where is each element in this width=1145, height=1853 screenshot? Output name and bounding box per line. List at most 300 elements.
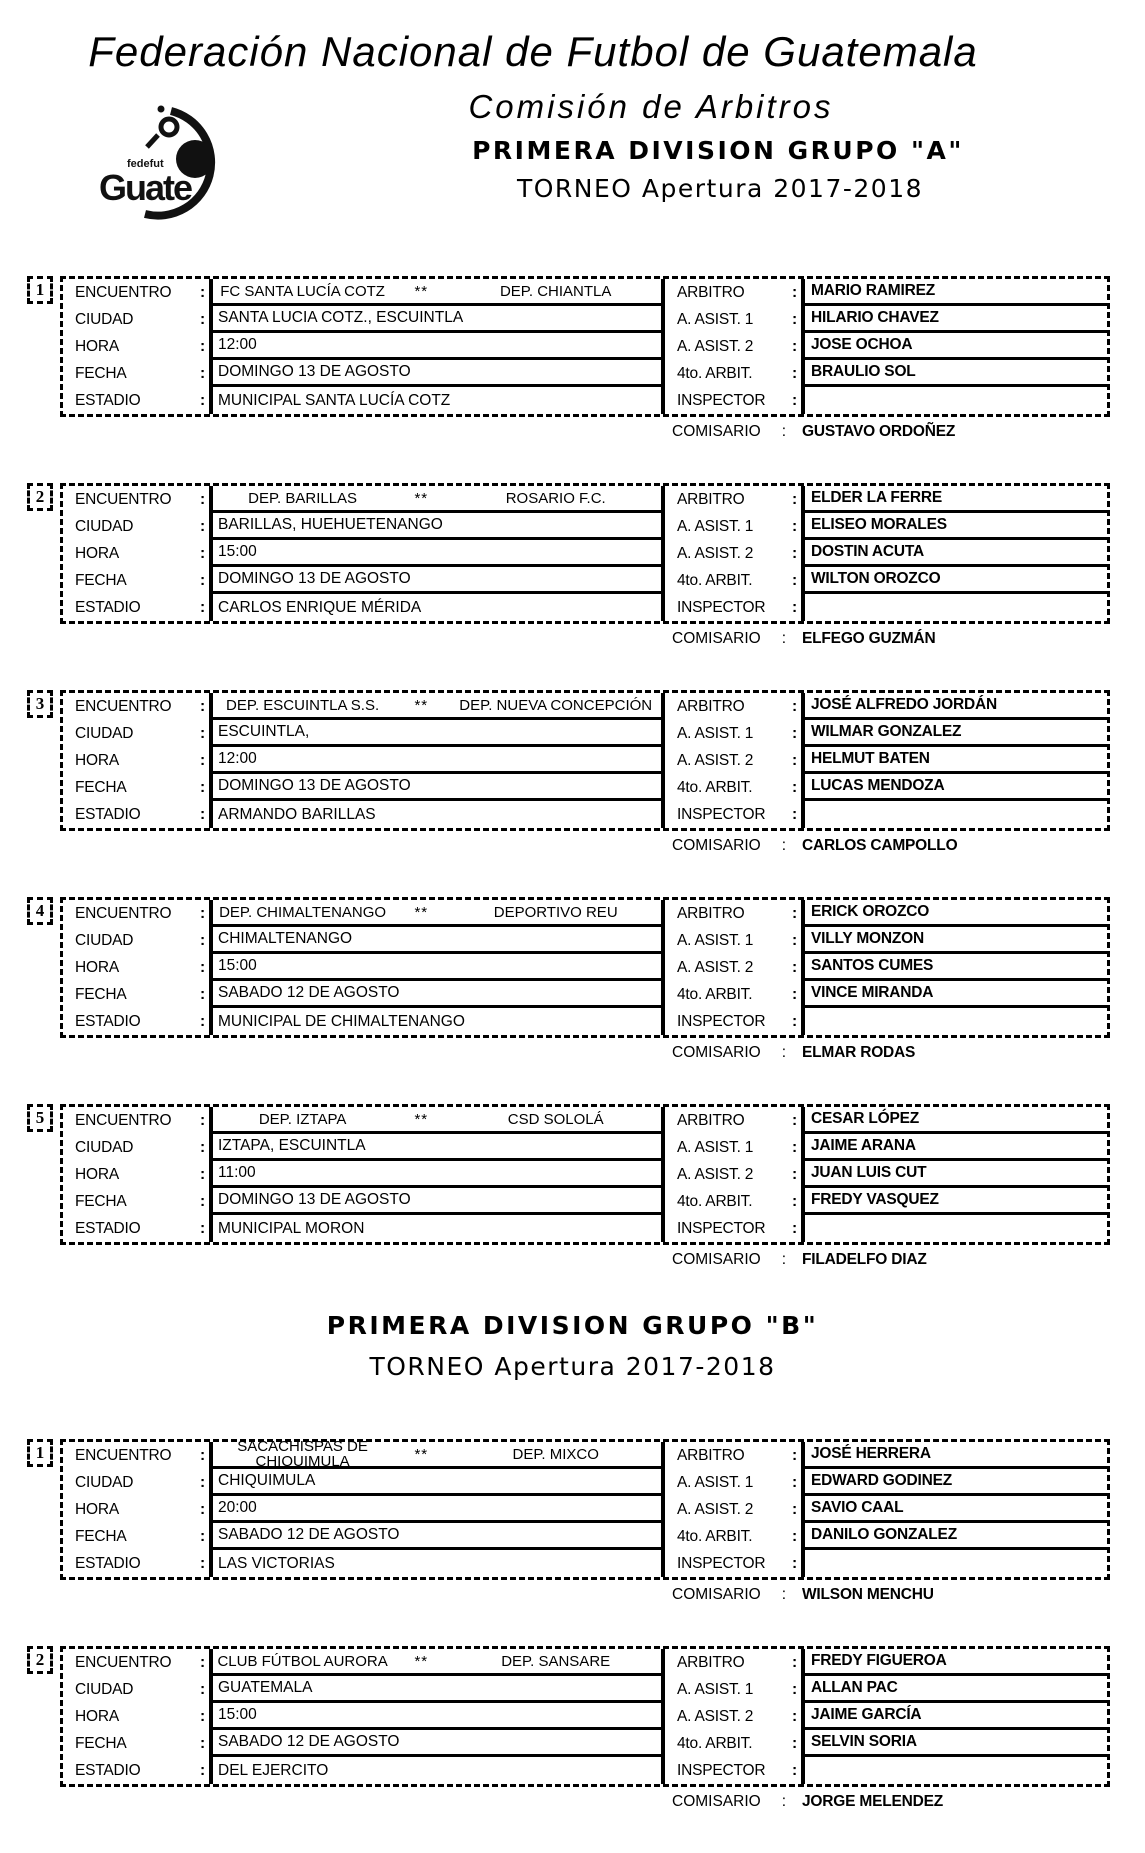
label-text: ENCUENTRO: [75, 1446, 172, 1464]
label-text: A. ASIST. 2: [677, 544, 754, 562]
label-text: COMISARIO: [672, 1586, 761, 1603]
match-grid: [60, 1646, 1110, 1787]
value-inspector: [801, 1757, 1107, 1784]
label-asistente-2: [665, 1703, 801, 1730]
label-text: 4to. ARBIT.: [677, 571, 753, 589]
value-cuarto-arbitro: WILTON OROZCO: [801, 567, 1107, 594]
label-fecha: [63, 774, 209, 801]
label-cuarto-arbitro: [665, 1523, 801, 1550]
label-hora: [63, 1496, 209, 1523]
label-comisario: [672, 1044, 790, 1062]
match-grid: [60, 1104, 1110, 1245]
away-team: DEP. NUEVA CONCEPCIÓN: [459, 696, 653, 714]
value-arbitro: JOSÉ ALFREDO JORDÁN: [801, 693, 1107, 720]
label-text: A. ASIST. 2: [677, 1165, 754, 1183]
label-text: ENCUENTRO: [75, 1111, 172, 1129]
label-text: 4to. ARBIT.: [677, 778, 753, 796]
value-comisario: ELFEGO GUZMÁN: [802, 630, 936, 647]
label-text: FECHA: [75, 1734, 127, 1752]
label-encuentro: [63, 279, 209, 306]
label-asistente-1: [665, 927, 801, 954]
federation-title: Federación Nacional de Futbol de Guatemala: [88, 28, 978, 75]
label-arbitro: [665, 693, 801, 720]
group-a-tournament-subheading: TORNEO Apertura 2017-2018: [516, 174, 924, 203]
label-inspector: [665, 387, 801, 414]
value-inspector: [801, 1215, 1107, 1242]
colon: :: [200, 364, 205, 382]
colon: :: [792, 1653, 797, 1671]
label-hora: [63, 954, 209, 981]
value-fecha: SABADO 12 DE AGOSTO: [209, 1523, 665, 1550]
value-comisario: FILADELFO DIAZ: [802, 1251, 927, 1268]
home-team: FC SANTA LUCÍA COTZ: [220, 282, 385, 300]
colon: :: [200, 1707, 205, 1725]
colon: :: [792, 697, 797, 715]
colon: :: [792, 1554, 797, 1572]
value-hora: 12:00: [209, 333, 665, 360]
label-estadio: [63, 1215, 209, 1242]
label-inspector: [665, 1215, 801, 1242]
colon: :: [792, 283, 797, 301]
label-text: HORA: [75, 1165, 119, 1183]
label-text: A. ASIST. 1: [677, 931, 754, 949]
label-text: CIUDAD: [75, 1680, 134, 1698]
colon: :: [200, 310, 205, 328]
label-encuentro: [63, 1442, 209, 1469]
label-asistente-1: [665, 1134, 801, 1161]
label-ciudad: [63, 1469, 209, 1496]
colon: :: [792, 1500, 797, 1518]
label-text: ARBITRO: [677, 904, 745, 922]
label-estadio: [63, 1550, 209, 1577]
colon: :: [792, 490, 797, 508]
label-text: ESTADIO: [75, 598, 141, 616]
label-inspector: [665, 1757, 801, 1784]
colon: :: [200, 517, 205, 535]
colon: :: [781, 1793, 786, 1810]
home-team: DEP. BARILLAS: [248, 489, 358, 507]
label-asistente-2: [665, 540, 801, 567]
label-text: A. ASIST. 2: [677, 337, 754, 355]
value-asistente-2: DOSTIN ACUTA: [801, 540, 1107, 567]
colon: :: [792, 1219, 797, 1237]
label-ciudad: [63, 306, 209, 333]
label-encuentro: [63, 1649, 209, 1676]
logo-brand-text: Guate: [99, 167, 192, 208]
label-text: 4to. ARBIT.: [677, 985, 753, 1003]
colon: :: [792, 1012, 797, 1030]
value-hora: 11:00: [209, 1161, 665, 1188]
label-fecha: [63, 1730, 209, 1757]
value-ciudad: GUATEMALA: [209, 1676, 665, 1703]
colon: :: [200, 1111, 205, 1129]
label-text: ESTADIO: [75, 1761, 141, 1779]
colon: :: [200, 1761, 205, 1779]
label-text: COMISARIO: [672, 837, 761, 854]
label-arbitro: [665, 900, 801, 927]
away-team: DEP. SANSARE: [501, 1652, 611, 1670]
label-asistente-1: [665, 513, 801, 540]
value-cuarto-arbitro: FREDY VASQUEZ: [801, 1188, 1107, 1215]
colon: :: [792, 364, 797, 382]
colon: :: [200, 1653, 205, 1671]
value-ciudad: BARILLAS, HUEHUETENANGO: [209, 513, 665, 540]
label-text: CIUDAD: [75, 724, 134, 742]
value-estadio: CARLOS ENRIQUE MÉRIDA: [209, 594, 665, 621]
label-arbitro: [665, 1107, 801, 1134]
label-text: A. ASIST. 1: [677, 724, 754, 742]
away-team: DEPORTIVO REU: [493, 903, 618, 921]
label-text: FECHA: [75, 1192, 127, 1210]
label-fecha: [63, 360, 209, 387]
comisario-row: [672, 1041, 1110, 1065]
colon: :: [781, 837, 786, 854]
value-fecha: SABADO 12 DE AGOSTO: [209, 1730, 665, 1757]
label-asistente-2: [665, 747, 801, 774]
colon: :: [200, 805, 205, 823]
colon: :: [781, 1044, 786, 1061]
value-hora: 20:00: [209, 1496, 665, 1523]
label-fecha: [63, 981, 209, 1008]
label-cuarto-arbitro: [665, 774, 801, 801]
value-inspector: [801, 1008, 1107, 1035]
value-fecha: DOMINGO 13 DE AGOSTO: [209, 774, 665, 801]
label-cuarto-arbitro: [665, 1188, 801, 1215]
label-arbitro: [665, 1442, 801, 1469]
label-encuentro: [63, 693, 209, 720]
match-grid: [60, 1439, 1110, 1580]
label-asistente-2: [665, 1496, 801, 1523]
label-text: FECHA: [75, 571, 127, 589]
label-text: CIUDAD: [75, 931, 134, 949]
label-text: 4to. ARBIT.: [677, 1527, 753, 1545]
away-team: CSD SOLOLÁ: [507, 1110, 604, 1128]
value-fecha: DOMINGO 13 DE AGOSTO: [209, 360, 665, 387]
label-text: COMISARIO: [672, 1793, 761, 1810]
label-fecha: [63, 567, 209, 594]
match-grid: [60, 483, 1110, 624]
colon: :: [200, 1527, 205, 1545]
label-text: ARBITRO: [677, 490, 745, 508]
value-encuentro: [209, 486, 665, 513]
colon: :: [200, 1500, 205, 1518]
comisario-row: [672, 420, 1110, 444]
label-fecha: [63, 1188, 209, 1215]
value-cuarto-arbitro: BRAULIO SOL: [801, 360, 1107, 387]
label-text: ARBITRO: [677, 283, 745, 301]
label-text: ESTADIO: [75, 1219, 141, 1237]
home-team: DEP. IZTAPA: [258, 1110, 347, 1128]
colon: :: [792, 751, 797, 769]
group-a-heading: PRIMERA DIVISION GRUPO "A": [472, 136, 964, 165]
label-text: CIUDAD: [75, 1473, 134, 1491]
label-comisario: [672, 1251, 790, 1269]
colon: :: [200, 490, 205, 508]
colon: :: [792, 1707, 797, 1725]
label-text: 4to. ARBIT.: [677, 1734, 753, 1752]
label-text: INSPECTOR: [677, 598, 766, 616]
label-encuentro: [63, 486, 209, 513]
value-encuentro: [209, 1649, 665, 1676]
head-icon: [161, 119, 177, 135]
label-hora: [63, 540, 209, 567]
value-encuentro: [209, 1438, 665, 1470]
label-text: CIUDAD: [75, 1138, 134, 1156]
colon: :: [200, 1473, 205, 1491]
match-block: [35, 1438, 1110, 1607]
label-text: CIUDAD: [75, 517, 134, 535]
label-text: HORA: [75, 337, 119, 355]
content: [0, 276, 1145, 1853]
logo-sub-text: fedefut: [127, 158, 164, 170]
vs-separator: **: [414, 1110, 429, 1128]
label-text: FECHA: [75, 778, 127, 796]
value-comisario: GUSTAVO ORDOÑEZ: [802, 423, 956, 440]
label-text: A. ASIST. 1: [677, 1138, 754, 1156]
dot-icon: [158, 106, 165, 113]
vs-separator: **: [414, 489, 429, 507]
label-arbitro: [665, 486, 801, 513]
label-asistente-2: [665, 954, 801, 981]
match-number: 4: [27, 897, 53, 925]
label-text: ESTADIO: [75, 1012, 141, 1030]
label-ciudad: [63, 1134, 209, 1161]
vs-separator: **: [414, 1652, 429, 1670]
colon: :: [200, 958, 205, 976]
colon: :: [792, 517, 797, 535]
colon: :: [792, 1680, 797, 1698]
value-ciudad: CHIMALTENANGO: [209, 927, 665, 954]
value-asistente-1: ELISEO MORALES: [801, 513, 1107, 540]
value-hora: 15:00: [209, 1703, 665, 1730]
colon: :: [792, 1165, 797, 1183]
home-team: CLUB FÚTBOL AURORA: [217, 1652, 388, 1670]
match-block: [35, 276, 1110, 444]
group-a-section: [0, 276, 1145, 1272]
colon: :: [200, 1680, 205, 1698]
label-text: COMISARIO: [672, 1044, 761, 1061]
colon: :: [200, 571, 205, 589]
label-asistente-1: [665, 306, 801, 333]
label-comisario: [672, 423, 790, 441]
colon: :: [792, 1473, 797, 1491]
label-asistente-1: [665, 1676, 801, 1703]
value-estadio: MUNICIPAL DE CHIMALTENANGO: [209, 1008, 665, 1035]
colon: :: [792, 904, 797, 922]
colon: :: [792, 598, 797, 616]
label-ciudad: [63, 513, 209, 540]
label-text: 4to. ARBIT.: [677, 1192, 753, 1210]
colon: :: [200, 598, 205, 616]
value-asistente-1: WILMAR GONZALEZ: [801, 720, 1107, 747]
label-text: INSPECTOR: [677, 1219, 766, 1237]
label-text: COMISARIO: [672, 1251, 761, 1268]
label-text: FECHA: [75, 985, 127, 1003]
value-cuarto-arbitro: VINCE MIRANDA: [801, 981, 1107, 1008]
label-text: A. ASIST. 2: [677, 958, 754, 976]
label-text: INSPECTOR: [677, 1554, 766, 1572]
colon: :: [200, 1192, 205, 1210]
value-estadio: DEL EJERCITO: [209, 1757, 665, 1784]
label-comisario: [672, 1793, 790, 1811]
value-asistente-1: HILARIO CHAVEZ: [801, 306, 1107, 333]
colon: :: [792, 985, 797, 1003]
colon: :: [200, 751, 205, 769]
value-inspector: [801, 1550, 1107, 1577]
commission-subtitle: Comisión de Arbitros: [468, 88, 834, 125]
group-b-matches: [0, 1439, 1145, 1814]
match-block: [35, 897, 1110, 1065]
value-asistente-1: JAIME ARANA: [801, 1134, 1107, 1161]
value-encuentro: [209, 279, 665, 306]
value-arbitro: ERICK OROZCO: [801, 900, 1107, 927]
group-b-tournament-subheading: TORNEO Apertura 2017-2018: [369, 1352, 776, 1381]
value-arbitro: FREDY FIGUEROA: [801, 1649, 1107, 1676]
value-asistente-2: JOSE OCHOA: [801, 333, 1107, 360]
colon: :: [200, 1219, 205, 1237]
value-inspector: [801, 594, 1107, 621]
label-arbitro: [665, 1649, 801, 1676]
label-hora: [63, 333, 209, 360]
colon: :: [792, 1192, 797, 1210]
value-estadio: ARMANDO BARILLAS: [209, 801, 665, 828]
colon: :: [200, 1165, 205, 1183]
label-text: CIUDAD: [75, 310, 134, 328]
label-text: ESTADIO: [75, 1554, 141, 1572]
label-text: COMISARIO: [672, 630, 761, 647]
value-arbitro: MARIO RAMIREZ: [801, 279, 1107, 306]
away-team: ROSARIO F.C.: [505, 489, 606, 507]
value-ciudad: IZTAPA, ESCUINTLA: [209, 1134, 665, 1161]
value-asistente-2: SAVIO CAAL: [801, 1496, 1107, 1523]
value-arbitro: CESAR LÓPEZ: [801, 1107, 1107, 1134]
label-inspector: [665, 801, 801, 828]
label-asistente-1: [665, 720, 801, 747]
group-b-heading: PRIMERA DIVISION GRUPO "B": [326, 1311, 819, 1340]
colon: :: [200, 1554, 205, 1572]
value-estadio: MUNICIPAL SANTA LUCÍA COTZ: [209, 387, 665, 414]
value-hora: 15:00: [209, 540, 665, 567]
comisario-row: [672, 1790, 1110, 1814]
label-asistente-2: [665, 1161, 801, 1188]
colon: :: [200, 1446, 205, 1464]
colon: :: [200, 1138, 205, 1156]
home-team: DEP. CHIMALTENANGO: [219, 903, 387, 921]
label-hora: [63, 1161, 209, 1188]
label-ciudad: [63, 720, 209, 747]
label-text: ARBITRO: [677, 697, 745, 715]
value-encuentro: [209, 900, 665, 927]
colon: :: [792, 1138, 797, 1156]
comisario-row: [672, 834, 1110, 858]
match-block: [35, 1646, 1110, 1814]
home-team: DEP. ESCUINTLA S.S.: [226, 696, 380, 714]
label-text: FECHA: [75, 1527, 127, 1545]
label-cuarto-arbitro: [665, 567, 801, 594]
match-block: [35, 1104, 1110, 1272]
colon: :: [781, 1586, 786, 1603]
colon: :: [200, 697, 205, 715]
colon: :: [792, 1111, 797, 1129]
value-ciudad: SANTA LUCIA COTZ., ESCUINTLA: [209, 306, 665, 333]
colon: :: [792, 958, 797, 976]
away-team: DEP. CHIANTLA: [499, 282, 612, 300]
colon: :: [200, 778, 205, 796]
value-encuentro: [209, 693, 665, 720]
group-a-matches: [0, 276, 1145, 1272]
value-arbitro: JOSÉ HERRERA: [801, 1442, 1107, 1469]
match-grid: [60, 690, 1110, 831]
label-encuentro: [63, 1107, 209, 1134]
label-text: ENCUENTRO: [75, 490, 172, 508]
label-text: A. ASIST. 1: [677, 1680, 754, 1698]
colon: :: [792, 544, 797, 562]
label-cuarto-arbitro: [665, 360, 801, 387]
vs-separator: **: [414, 282, 429, 300]
label-text: ARBITRO: [677, 1653, 745, 1671]
label-cuarto-arbitro: [665, 981, 801, 1008]
value-comisario: WILSON MENCHU: [802, 1586, 934, 1603]
label-comisario: [672, 837, 790, 855]
label-text: HORA: [75, 1500, 119, 1518]
value-comisario: CARLOS CAMPOLLO: [802, 837, 958, 854]
match-number: 1: [27, 1439, 53, 1467]
value-hora: 15:00: [209, 954, 665, 981]
label-inspector: [665, 594, 801, 621]
label-text: COMISARIO: [672, 423, 761, 440]
label-text: 4to. ARBIT.: [677, 364, 753, 382]
colon: :: [792, 1761, 797, 1779]
match-block: [35, 483, 1110, 651]
label-encuentro: [63, 900, 209, 927]
label-text: HORA: [75, 1707, 119, 1725]
label-text: ARBITRO: [677, 1446, 745, 1464]
colon: :: [792, 1446, 797, 1464]
label-text: HORA: [75, 958, 119, 976]
label-text: INSPECTOR: [677, 1012, 766, 1030]
colon: :: [792, 571, 797, 589]
label-text: ENCUENTRO: [75, 283, 172, 301]
match-block: [35, 690, 1110, 858]
colon: :: [200, 1012, 205, 1030]
label-estadio: [63, 387, 209, 414]
vs-separator: **: [414, 903, 429, 921]
label-cuarto-arbitro: [665, 1730, 801, 1757]
label-arbitro: [665, 279, 801, 306]
label-hora: [63, 747, 209, 774]
label-ciudad: [63, 927, 209, 954]
colon: :: [792, 1734, 797, 1752]
label-text: HORA: [75, 751, 119, 769]
value-encuentro: [209, 1107, 665, 1134]
colon: :: [200, 544, 205, 562]
value-asistente-1: VILLY MONZON: [801, 927, 1107, 954]
label-text: A. ASIST. 2: [677, 1707, 754, 1725]
label-estadio: [63, 801, 209, 828]
value-estadio: MUNICIPAL MORON: [209, 1215, 665, 1242]
colon: :: [781, 630, 786, 647]
value-comisario: ELMAR RODAS: [802, 1044, 916, 1061]
vs-separator: **: [414, 696, 429, 714]
label-text: INSPECTOR: [677, 1761, 766, 1779]
match-number: 5: [27, 1104, 53, 1132]
label-inspector: [665, 1550, 801, 1577]
label-text: ENCUENTRO: [75, 904, 172, 922]
colon: :: [200, 283, 205, 301]
value-fecha: DOMINGO 13 DE AGOSTO: [209, 1188, 665, 1215]
value-inspector: [801, 801, 1107, 828]
label-text: ENCUENTRO: [75, 1653, 172, 1671]
